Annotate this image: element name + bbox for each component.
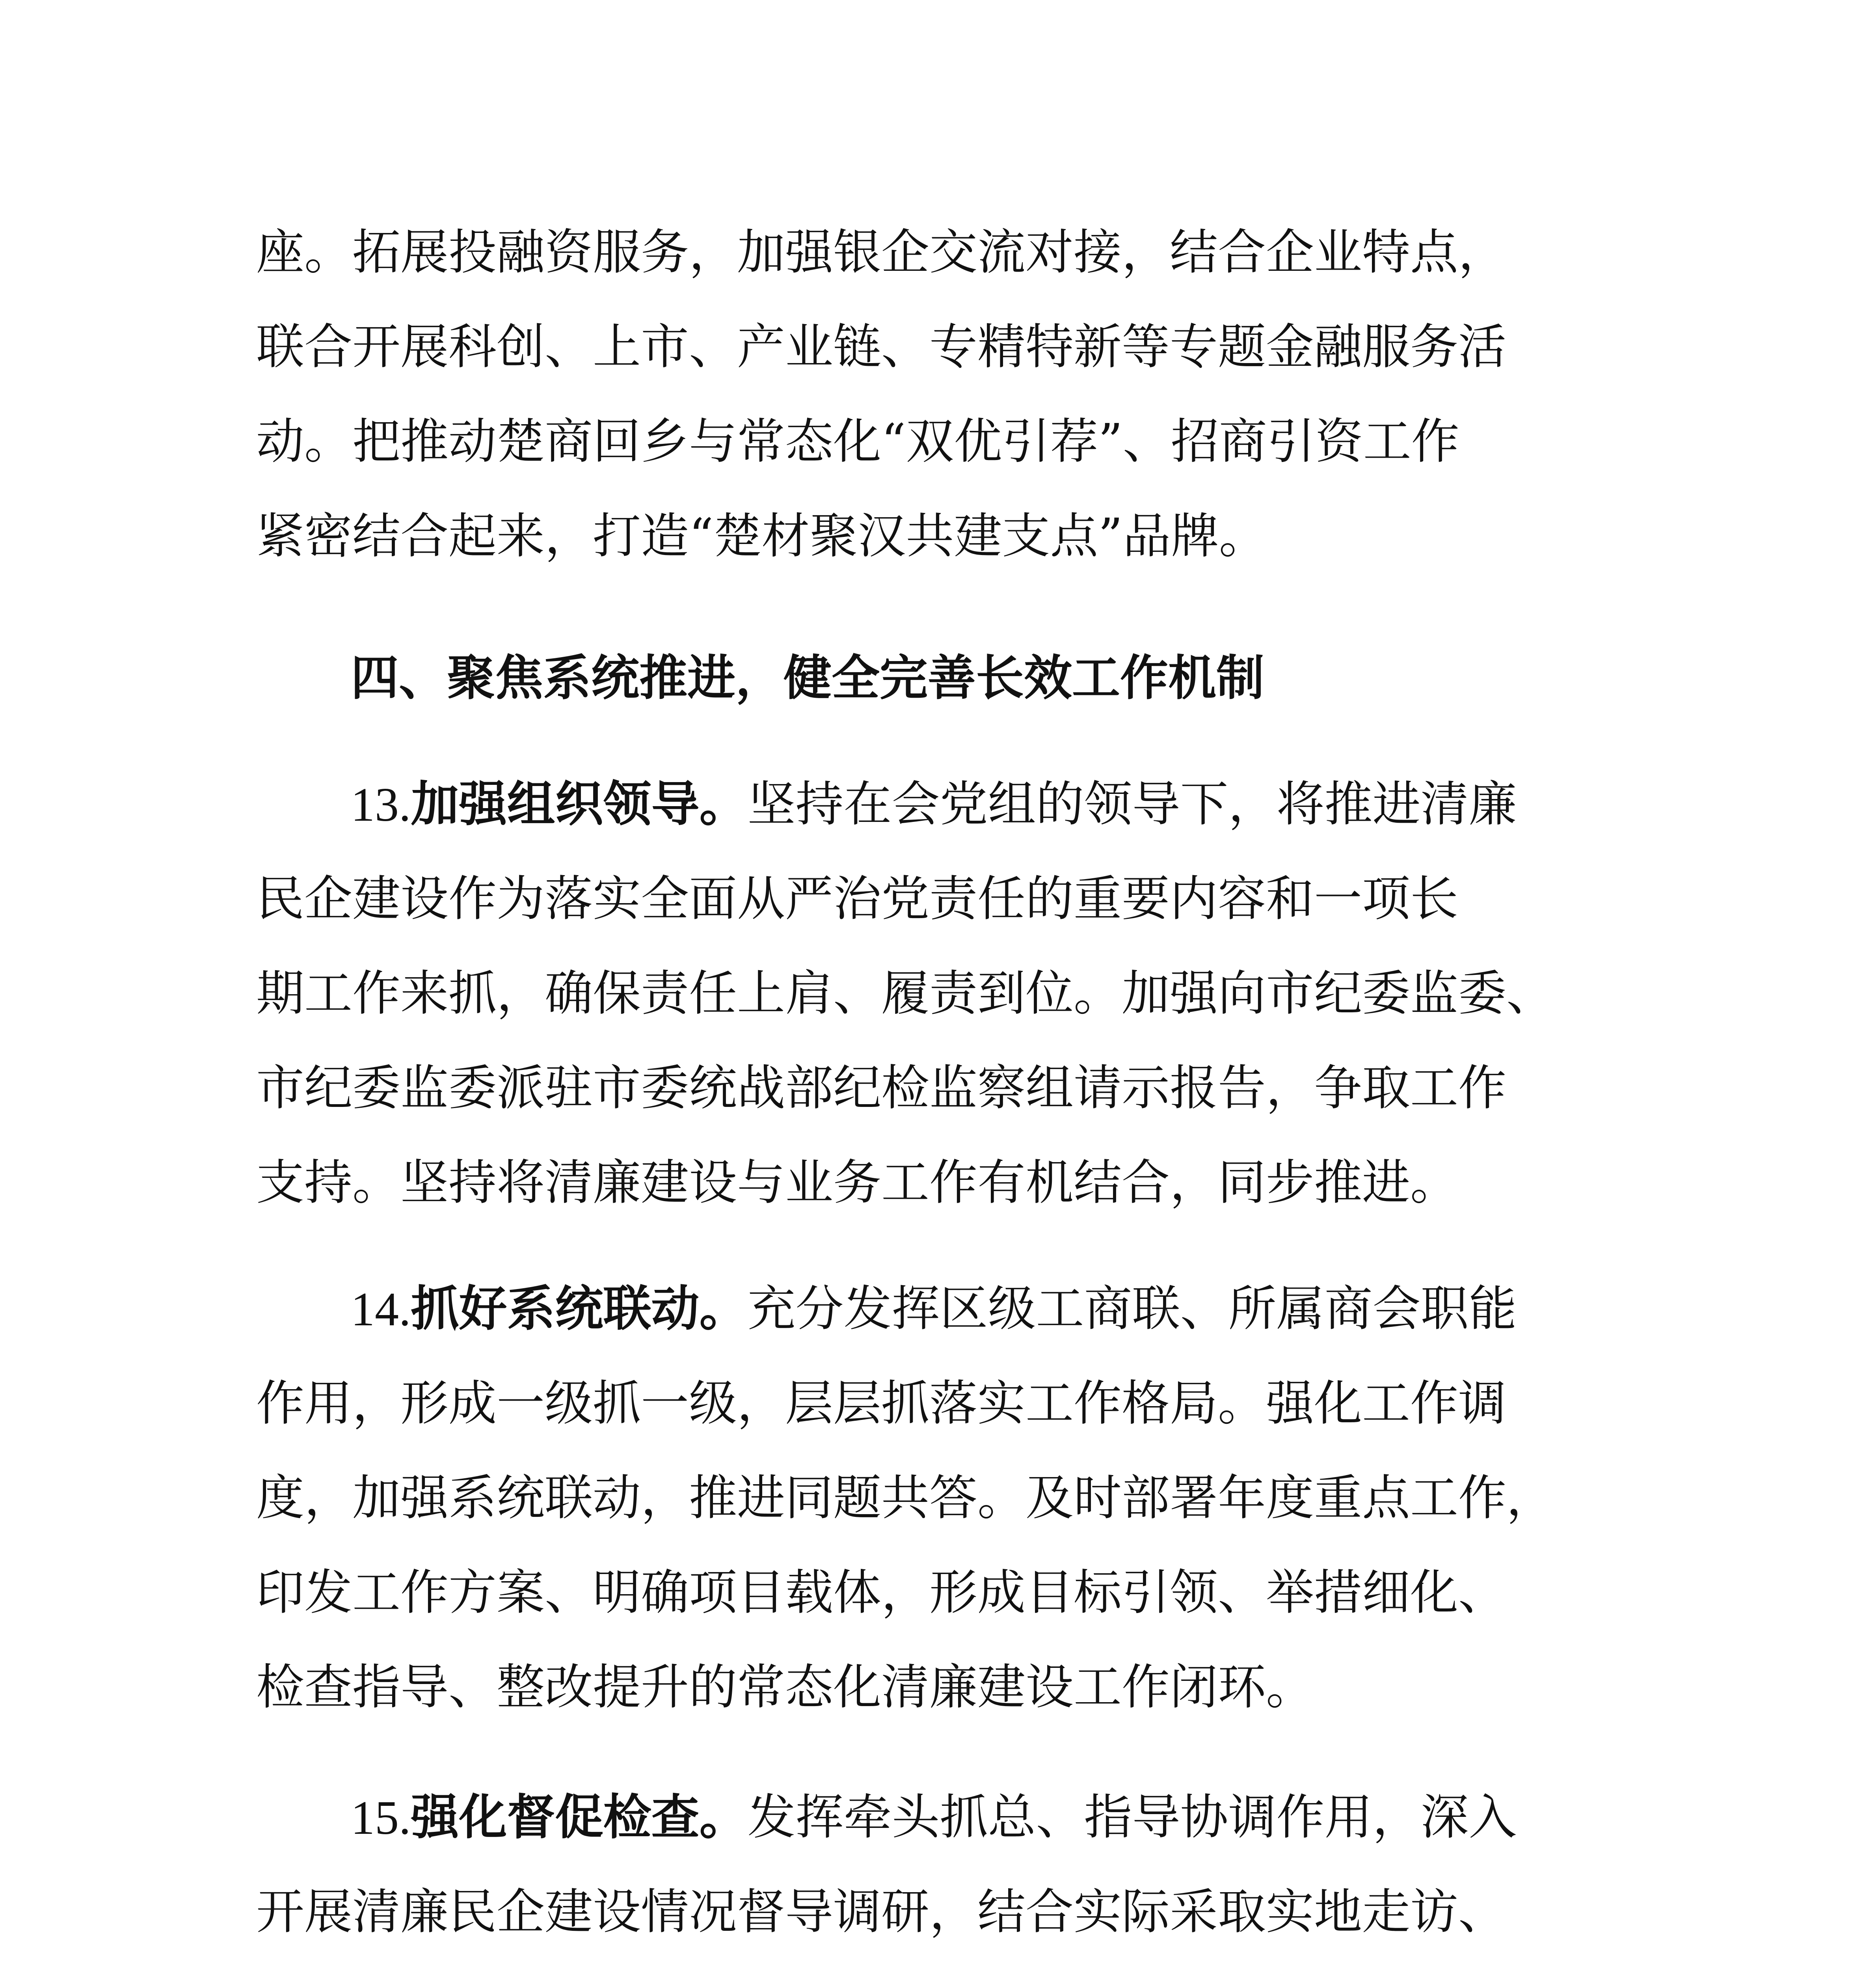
text-line: 印发工作方案、明确项目载体，形成目标引领、举措细化、 [256, 1565, 1506, 1621]
text-line: 动。把推动楚商回乡与常态化“双优引荐”、招商引资工作 [256, 414, 1459, 469]
text-line: 检查指导、整改提升的常态化清廉建设工作闭环。 [256, 1659, 1314, 1715]
text-line: 作用，形成一级抓一级，层层抓落实工作格局。强化工作调 [256, 1375, 1506, 1431]
item-title: 强化督促检查。 [411, 1789, 748, 1845]
text-line: 联合开展科创、上市、产业链、专精特新等专题金融服务活 [256, 319, 1506, 375]
text-line: 开展清廉民企建设情况督导调研，结合实际采取实地走访、 [256, 1884, 1506, 1940]
text-line: 市纪委监委派驻市委统战部纪检监察组请示报告，争取工作 [256, 1060, 1506, 1116]
item-first-line [351, 1786, 1517, 1850]
item-text: 坚持在会党组的领导下，将推进清廉 [747, 776, 1517, 832]
item-title: 加强组织领导。 [411, 776, 748, 832]
item-text: 发挥牵头抓总、指导协调作用，深入 [747, 1789, 1517, 1845]
text-line: 民企建设作为落实全面从严治党责任的重要内容和一项长 [256, 871, 1458, 927]
text-line: 紧密结合起来，打造“楚材聚汉共建支点”品牌。 [256, 508, 1267, 564]
item-first-line [351, 1277, 1517, 1341]
item-first-line [351, 773, 1517, 836]
text-line: 期工作来抓，确保责任上肩、履责到位。加强向市纪委监委、 [256, 965, 1554, 1021]
item-number: 15. [351, 1791, 411, 1844]
item-number: 13. [351, 778, 411, 831]
text-line: 座。拓展投融资服务，加强银企交流对接，结合企业特点， [256, 224, 1506, 280]
text-line: 支持。坚持将清廉建设与业务工作有机结合，同步推进。 [256, 1155, 1458, 1211]
text-line: 度，加强系统联动，推进同题共答。及时部署年度重点工作， [256, 1470, 1554, 1526]
item-number: 14. [351, 1283, 411, 1336]
item-title: 抓好系统联动。 [411, 1281, 748, 1337]
item-text: 充分发挥区级工商联、所属商会职能 [747, 1281, 1517, 1337]
section-heading: 四、聚焦系统推进，健全完善长效工作机制 [351, 650, 1264, 706]
